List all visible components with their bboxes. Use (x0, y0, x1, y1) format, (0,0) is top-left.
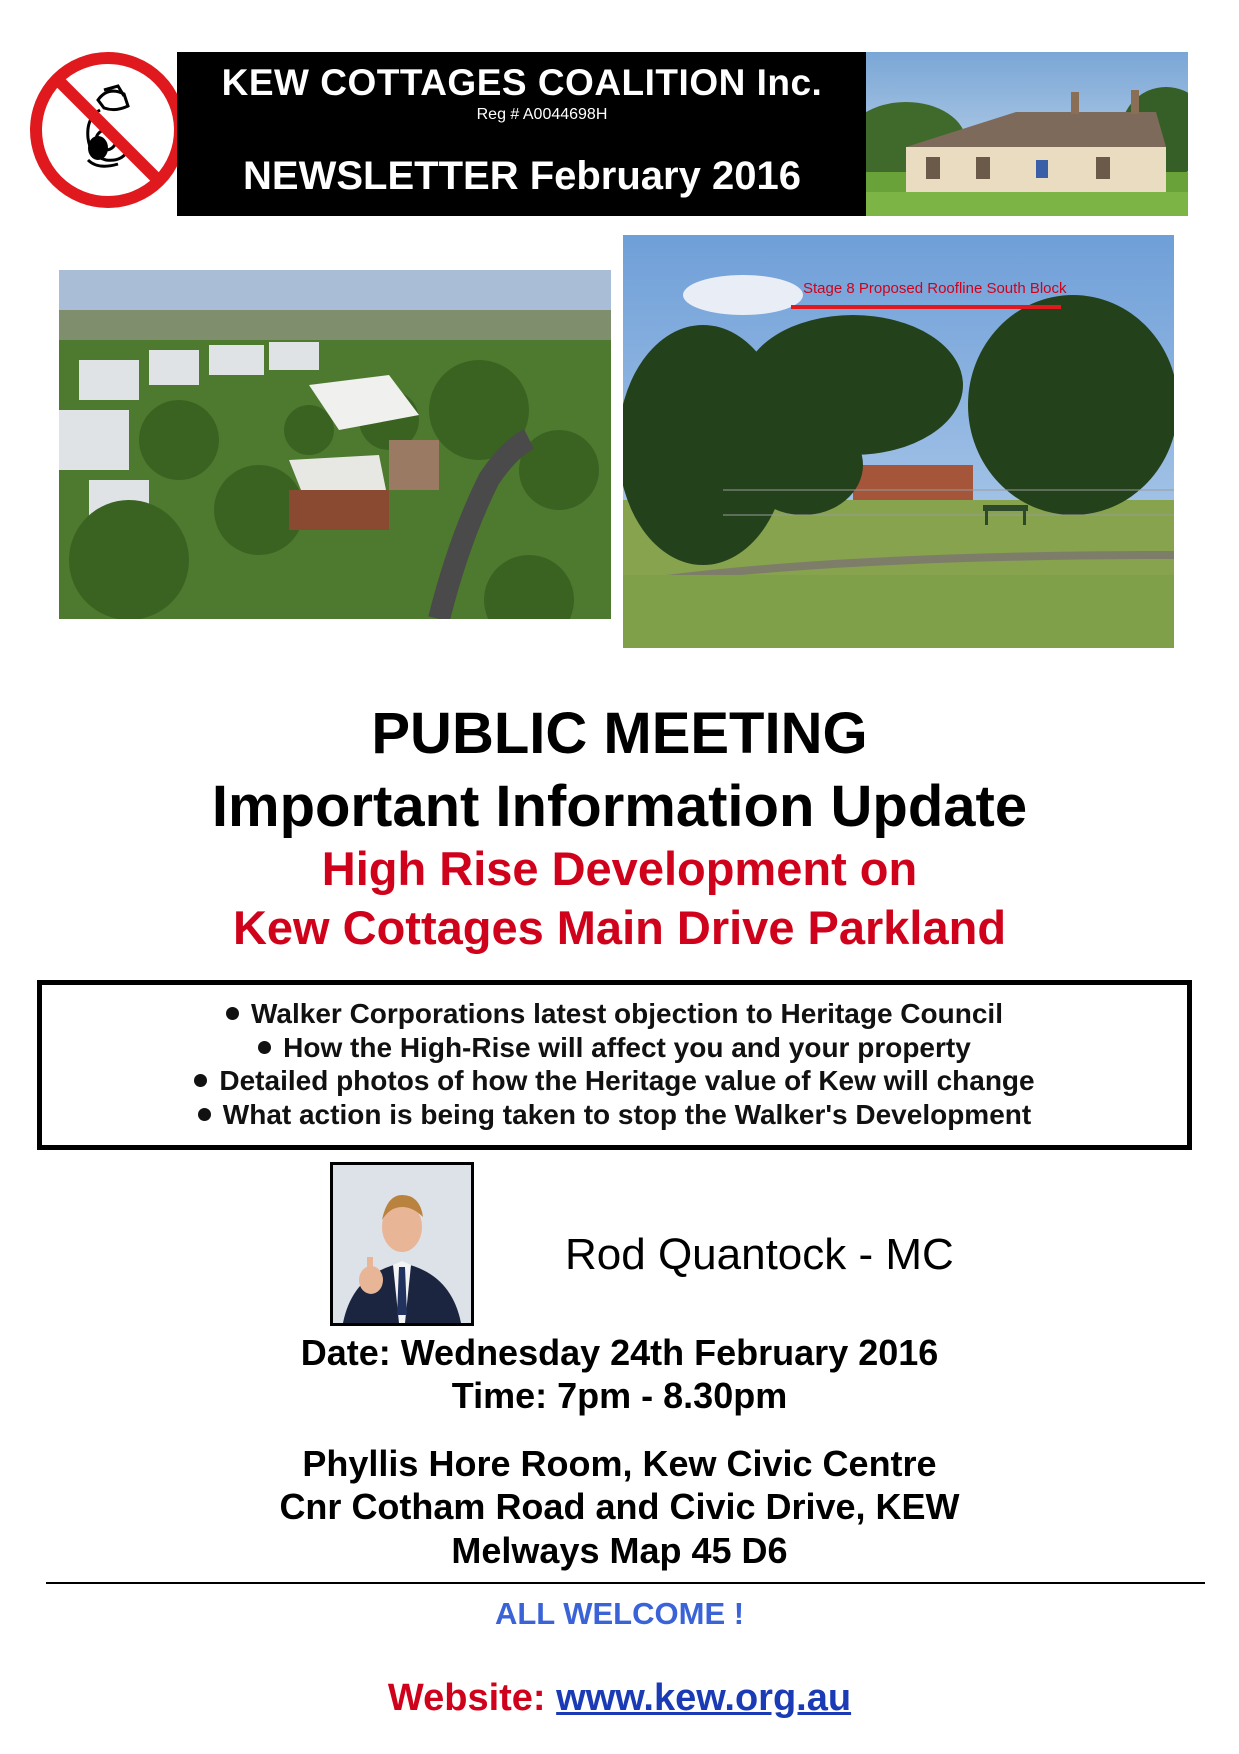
divider (46, 1582, 1205, 1584)
mc-portrait (330, 1162, 474, 1326)
bullet-icon (226, 1007, 239, 1020)
cottage-photo (866, 52, 1188, 216)
welcome-text: ALL WELCOME ! (494, 1596, 745, 1631)
aerial-photo (59, 270, 611, 619)
topic-line-2: Kew Cottages Main Drive Parkland (232, 901, 1007, 954)
meeting-date: Date: Wednesday 24th February 2016 (300, 1332, 939, 1373)
newsletter-title: NEWSLETTER February 2016 (243, 154, 801, 198)
agenda-item: How the High-Rise will affect you and your property (42, 1031, 1187, 1065)
agenda-list (42, 985, 1187, 1131)
mc-name: Rod Quantock - MC (565, 1230, 954, 1279)
venue-line-1: Phyllis Hore Room, Kew Civic Centre (302, 1443, 937, 1484)
agenda-item: What action is being taken to stop the Walker's Development (42, 1098, 1187, 1132)
agenda-box (37, 980, 1192, 1150)
meeting-heading: PUBLIC MEETING (371, 701, 868, 766)
bullet-icon (198, 1108, 211, 1121)
website-link[interactable]: www.kew.org.au (556, 1677, 852, 1719)
venue-line-3: Melways Map 45 D6 (451, 1530, 788, 1571)
agenda-item: Walker Corporations latest objection to Heritage Council (42, 997, 1187, 1031)
bullet-icon (258, 1041, 271, 1054)
bullet-icon (194, 1074, 207, 1087)
registration-number: Reg # A0044698H (476, 106, 608, 123)
header-banner (177, 52, 867, 216)
website-row (0, 1677, 1239, 1720)
topic-line-1: High Rise Development on (321, 842, 918, 895)
meeting-time: Time: 7pm - 8.30pm (451, 1375, 788, 1416)
venue-line-2: Cnr Cotham Road and Civic Drive, KEW (279, 1486, 960, 1527)
agenda-item: Detailed photos of how the Heritage value of Kew will change (42, 1064, 1187, 1098)
roofline-caption: Stage 8 Proposed Roofline South Block (803, 280, 1067, 297)
org-name: KEW COTTAGES COALITION Inc. (221, 62, 823, 103)
meeting-subheading: Important Information Update (211, 774, 1028, 839)
website-label: Website: (387, 1677, 546, 1719)
park-photo (623, 235, 1174, 648)
coalition-logo (28, 50, 188, 210)
